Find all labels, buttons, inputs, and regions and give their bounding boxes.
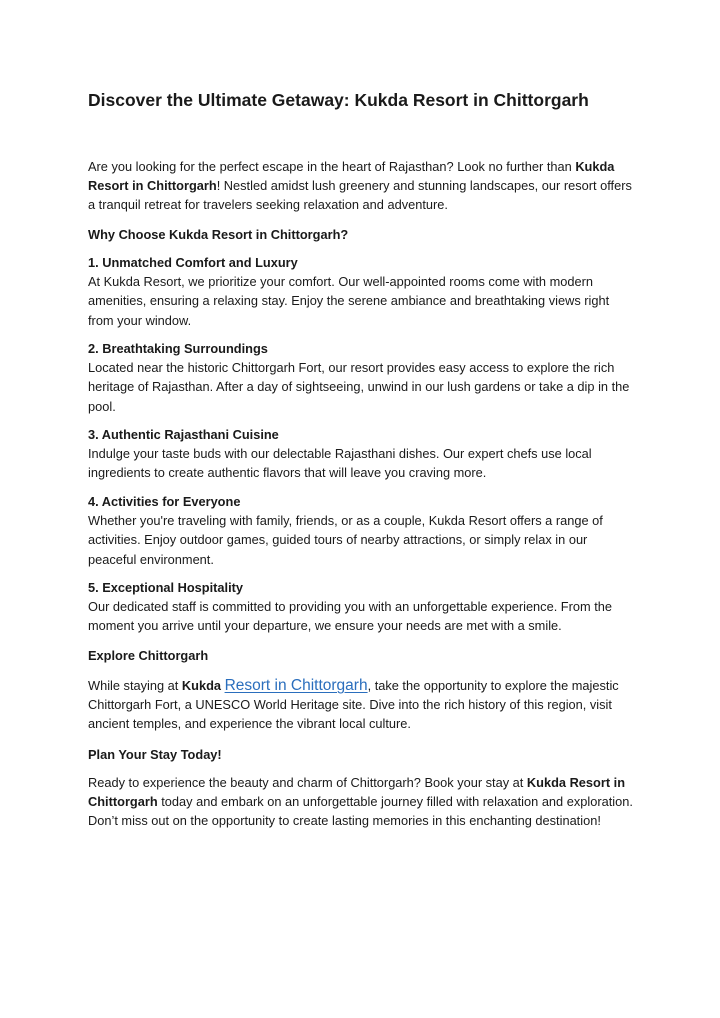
explore-bold-text: Kukda (181, 678, 225, 693)
section-text: Our dedicated staff is committed to providing you with an unforgettable experience. From the moment you arrive until your departure, we ensure your needs are met with a smile. (88, 599, 613, 634)
plan-resort-name: Kukda Resort in Chittorgarh (88, 775, 626, 810)
explore-text-end: , take the opportunity to explore the majestic Chittorgarh Fort, a UNESCO World Heritage site. Dive into the rich history of this region, visit ancient temples, and experience the vibrant local culture. (88, 678, 619, 732)
resort-link[interactable]: Resort in Chittorgarh (224, 677, 368, 694)
intro-text-start: Are you looking for the perfect escape in the heart of Rajasthan? Look no further than (88, 159, 576, 174)
section-heading: 1. Unmatched Comfort and Luxury (88, 255, 298, 270)
why-choose-heading: Why Choose Kukda Resort in Chittorgarh? (88, 227, 349, 242)
section-heading: 3. Authentic Rajasthani Cuisine (88, 427, 279, 442)
section-text: At Kukda Resort, we prioritize your comfort. Our well-appointed rooms come with modern amenities, ensuring a relaxing stay. Enjoy the serene ambiance and breathtaking views right from your window. (88, 274, 610, 328)
plan-paragraph (88, 773, 638, 831)
section-heading: 4. Activities for Everyone (88, 494, 241, 509)
section-text: Located near the historic Chittorgarh Fort, our resort provides easy access to explore the rich heritage of Rajasthan. After a day of sightseeing, unwind in our lush gardens or take a dip in the pool. (88, 360, 630, 414)
section-hospitality (88, 578, 638, 636)
section-cuisine (88, 425, 638, 483)
explore-heading: Explore Chittorgarh (88, 648, 209, 663)
plan-text-start: Ready to experience the beauty and charm of Chittorgarh? Book your stay at (88, 775, 527, 790)
intro-paragraph (88, 157, 638, 215)
section-comfort (88, 253, 638, 330)
intro-text-end: ! Nestled amidst lush greenery and stunning landscapes, our resort offers a tranquil retreat for travelers seeking relaxation and adventure. (88, 178, 632, 213)
intro-resort-name: Kukda Resort in Chittorgarh (88, 159, 615, 194)
section-text: Indulge your taste buds with our delectable Rajasthani dishes. Our expert chefs use local ingredients to create authentic flavors that will leave you craving more. (88, 446, 592, 481)
plan-text-end: today and embark on an unforgettable journey filled with relaxation and exploration. Don’t miss out on the opportunity to create lasting memories in this enchanting destination! (88, 794, 633, 829)
section-surroundings (88, 339, 638, 416)
section-heading: 5. Exceptional Hospitality (88, 580, 244, 595)
explore-paragraph (88, 676, 638, 734)
section-activities (88, 492, 638, 569)
explore-text-start: While staying at (88, 678, 182, 693)
page-title: Discover the Ultimate Getaway: Kukda Resort in Chittorgarh (88, 90, 589, 110)
section-heading: 2. Breathtaking Surroundings (88, 341, 268, 356)
plan-heading: Plan Your Stay Today! (88, 747, 222, 762)
section-text: Whether you're traveling with family, friends, or as a couple, Kukda Resort offers a range of activities. Enjoy outdoor games, guided tours of nearby attractions, or simply relax in our peaceful environment. (88, 513, 603, 567)
